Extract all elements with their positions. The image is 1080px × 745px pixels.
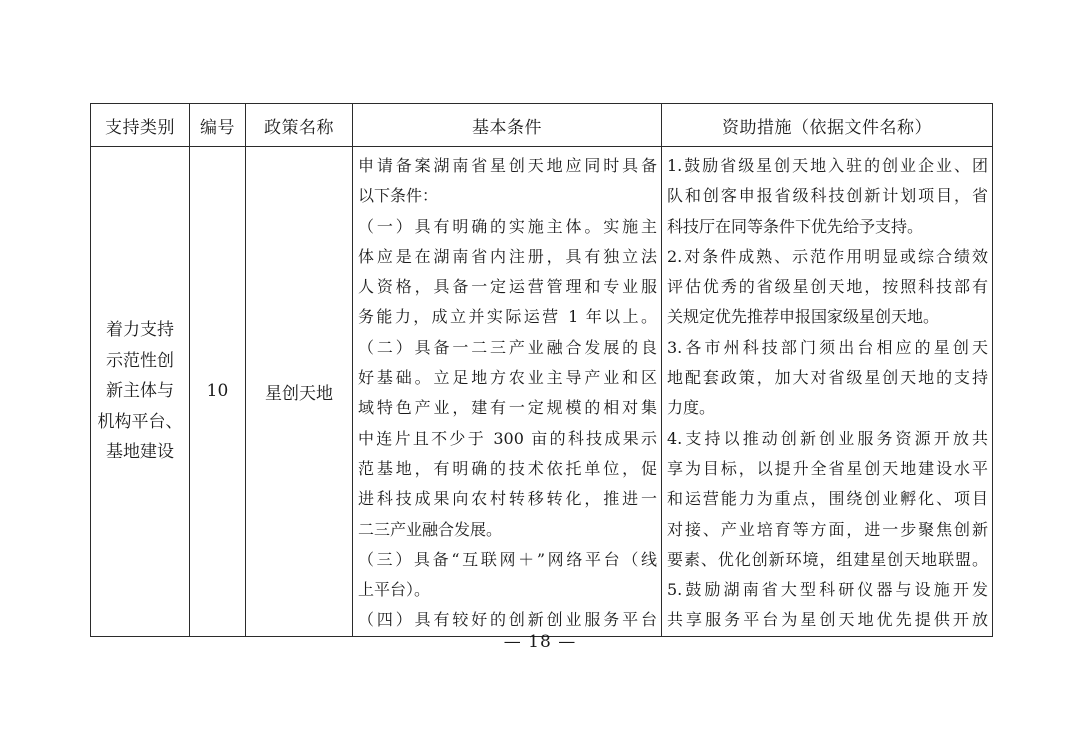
header-conditions: 基本条件 [353,104,662,147]
conditions-line: 申请备案湖南省星创天地应同时具备 [358,156,657,175]
measures-cell [662,147,993,637]
measures-line: 5.鼓励湖南省大型科研仪器与设施开发 [667,580,988,600]
measures-line: 关规定优先推荐申报国家级星创天地。 [667,307,940,327]
measures-line: 享为目标，以提升全省星创天地建设水平 [667,458,988,478]
category-cell [91,147,190,637]
conditions-line: 人资格，具备一定运营管理和专业服 [358,277,657,297]
measures-text [662,147,992,636]
conditions-line: 域特色产业，建有一定规模的相对集 [358,398,657,418]
category-line: 基地建设 [106,442,174,463]
conditions-line: 体应是在湖南省内注册，具有独立法 [358,246,657,266]
table-row [91,147,993,637]
measures-line: 地配套政策，加大对省级星创天地的支持 [667,368,988,388]
conditions-line: （二）具备一二三产业融合发展的良 [358,337,657,357]
page-number: — 18 — [503,632,577,652]
policy-table [90,103,993,637]
conditions-line: 好基础。立足地方农业主导产业和区 [358,368,657,388]
category-line: 机构平台、 [97,411,183,432]
measures-line: 1.鼓励省级星创天地入驻的创业企业、团 [667,156,988,175]
conditions-line: 二三产业融合发展。 [358,519,503,539]
measures-line: 2.对条件成熟、示范作用明显或综合绩效 [667,246,988,266]
measures-line: 要素、优化创新环境，组建星创天地联盟。 [667,549,988,569]
measures-line: 4.支持以推动创新创业服务资源开放共 [667,428,988,448]
table-header-row [91,104,993,147]
measures-line: 队和创客申报省级科技创新计划项目，省 [667,186,988,206]
category-line: 着力支持 [106,320,174,341]
conditions-line: 中连片且不少于 300 亩的科技成果示 [358,428,657,448]
measures-line: 对接、产业培育等方面，进一步聚焦创新 [667,519,988,539]
header-category: 支持类别 [91,104,190,147]
measures-line: 科技厅在同等条件下优先给予支持。 [667,216,924,236]
measures-line: 力度。 [667,398,716,418]
policy-name-cell: 星创天地 [246,147,353,637]
category-line: 示范性创 [106,350,174,371]
conditions-text [353,147,661,636]
number-cell: 10 [190,147,246,637]
measures-line: 共享服务平台为星创天地优先提供开放 [667,610,988,630]
conditions-line: 以下条件： [358,186,439,206]
conditions-line: 上平台）。 [358,580,431,600]
conditions-line: （一）具有明确的实施主体。实施主 [358,216,657,236]
header-measures: 资助措施（依据文件名称） [662,104,993,147]
header-number: 编号 [190,104,246,147]
category-line: 新主体与 [106,381,174,402]
conditions-cell [353,147,662,637]
measures-line: 评估优秀的省级星创天地，按照科技部有 [667,277,988,297]
conditions-line: 进科技成果向农村转移转化，推进一 [358,489,657,509]
measures-line: 3.各市州科技部门须出台相应的星创天 [667,337,988,357]
conditions-line: （四）具有较好的创新创业服务平台 [358,610,657,630]
conditions-line: （三）具备“互联网＋”网络平台（线 [358,549,657,569]
conditions-line: 范基地，有明确的技术依托单位，促 [358,458,657,478]
measures-line: 和运营能力为重点，围绕创业孵化、项目 [667,489,988,509]
category-text [91,315,189,468]
header-policy-name: 政策名称 [246,104,353,147]
conditions-line: 务能力，成立并实际运营 1 年以上。 [358,307,657,327]
